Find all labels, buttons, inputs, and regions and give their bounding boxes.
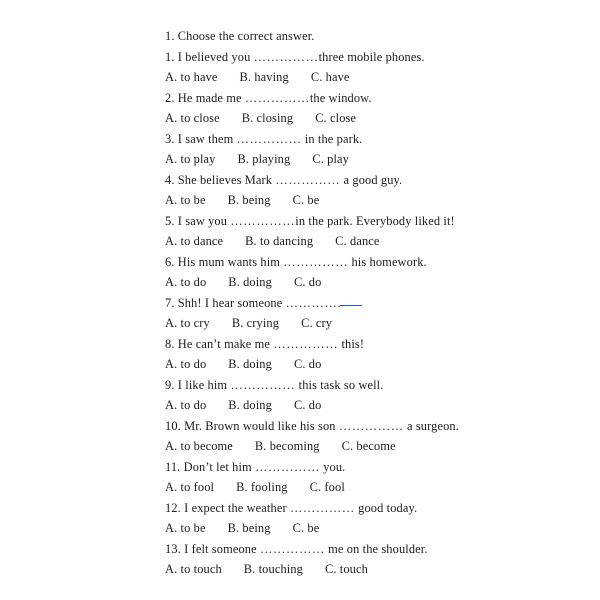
answer-option[interactable]: C. close <box>315 111 357 125</box>
question-options <box>165 559 585 580</box>
question-text-after-blank: his homework. <box>351 254 427 269</box>
answer-option[interactable]: C. do <box>293 398 322 412</box>
worksheet-body <box>165 26 585 580</box>
question-options <box>165 518 585 539</box>
answer-option[interactable]: A. to be <box>165 193 206 207</box>
question-text-before-blank: I expect the weather <box>184 500 287 515</box>
answer-option[interactable]: A. to dance <box>165 234 224 248</box>
question-text-before-blank: Don’t let him <box>183 459 252 474</box>
question-number: 5. <box>165 213 175 228</box>
question-text-before-blank: Shh! I hear someone <box>177 295 283 310</box>
question-text-after-blank: a good guy. <box>343 172 403 187</box>
answer-blank[interactable]: …………… <box>283 254 349 269</box>
answer-option[interactable]: A. to fool <box>165 480 215 494</box>
answer-option[interactable]: A. to be <box>165 521 206 535</box>
answer-option[interactable]: B. closing <box>241 111 294 125</box>
question-prompt <box>165 252 585 273</box>
answer-option[interactable]: C. fool <box>309 480 345 494</box>
question-number: 9. <box>165 377 175 392</box>
answer-option[interactable]: C. do <box>293 357 322 371</box>
question-options <box>165 395 585 416</box>
question-list <box>165 47 585 580</box>
question-text-before-blank: I felt someone <box>184 541 257 556</box>
question-text-after-blank: you. <box>323 459 346 474</box>
question-prompt <box>165 375 585 396</box>
question-text-after-blank: a surgeon. <box>407 418 459 433</box>
question-options <box>165 354 585 375</box>
question-text-before-blank: I saw them <box>177 131 234 146</box>
answer-option[interactable]: B. playing <box>237 152 291 166</box>
question-text-before-blank: Mr. Brown would like his son <box>184 418 336 433</box>
question-text-after-blank: this task so well. <box>298 377 384 392</box>
answer-option[interactable]: B. crying <box>231 316 280 330</box>
answer-option[interactable]: B. doing <box>228 357 272 371</box>
question-text-after-blank: in the park. <box>304 131 363 146</box>
question-options <box>165 313 585 334</box>
answer-blank[interactable]: …………… <box>259 541 325 556</box>
question-number: 7. <box>165 295 175 310</box>
answer-option[interactable]: B. fooling <box>236 480 288 494</box>
question-text-before-blank: I like him <box>177 377 228 392</box>
question-text-after-blank: three mobile phones. <box>318 49 425 64</box>
question-text-before-blank: I saw you <box>177 213 228 228</box>
question-number: 8. <box>165 336 175 351</box>
answer-blank[interactable]: …………… <box>253 49 319 64</box>
answer-option[interactable]: A. to do <box>165 357 207 371</box>
question-number: 11. <box>165 459 181 474</box>
question-prompt <box>165 88 585 109</box>
question-options <box>165 231 585 252</box>
answer-option[interactable]: A. to cry <box>165 316 210 330</box>
question-number: 12. <box>165 500 181 515</box>
answer-option[interactable]: B. doing <box>228 398 272 412</box>
question-options <box>165 67 585 88</box>
answer-option[interactable]: C. have <box>310 70 350 84</box>
question-options <box>165 190 585 211</box>
question-prompt <box>165 211 585 232</box>
question-prompt <box>165 293 585 314</box>
question-text-after-blank: this! <box>341 336 365 351</box>
question-text-after-blank: good today. <box>358 500 418 515</box>
question-prompt <box>165 539 585 560</box>
question-text-after-blank: me on the shoulder. <box>328 541 428 556</box>
answer-option[interactable]: C. do <box>293 275 322 289</box>
question-number: 1. <box>165 49 175 64</box>
question-number: 3. <box>165 131 175 146</box>
answer-blank[interactable]: …………… <box>230 213 296 228</box>
question-text-before-blank: He made me <box>177 90 242 105</box>
question-options <box>165 436 585 457</box>
answer-blank[interactable]: …………… <box>338 418 404 433</box>
question-options <box>165 477 585 498</box>
question-text-after-blank: the window. <box>309 90 372 105</box>
question-options <box>165 149 585 170</box>
question-text-before-blank: His mum wants him <box>177 254 281 269</box>
answer-option[interactable]: C. be <box>292 521 320 535</box>
answer-blank[interactable]: …………… <box>255 459 320 474</box>
answer-option[interactable]: B. having <box>239 70 289 84</box>
question-options <box>165 272 585 293</box>
worksheet-heading: 1. Choose the correct answer. <box>165 29 315 43</box>
answer-blank[interactable]: …………… <box>230 377 296 392</box>
question-prompt <box>165 457 585 478</box>
answer-option[interactable]: A. to close <box>165 111 220 125</box>
answer-option[interactable]: B. touching <box>243 562 303 576</box>
question-prompt <box>165 416 585 437</box>
answer-option[interactable]: A. to touch <box>165 562 222 576</box>
answer-option[interactable]: B. being <box>227 521 271 535</box>
answer-option[interactable]: C. cry <box>301 316 333 330</box>
question-number: 4. <box>165 172 175 187</box>
question-options <box>165 108 585 129</box>
answer-option[interactable]: C. dance <box>335 234 380 248</box>
answer-option[interactable]: C. become <box>341 439 396 453</box>
spellcheck-underline-icon <box>340 305 362 306</box>
answer-blank[interactable]: …………… <box>236 131 302 146</box>
question-prompt <box>165 334 585 355</box>
answer-blank[interactable]: …………… <box>275 172 341 187</box>
question-number: 10. <box>165 418 181 433</box>
answer-option[interactable]: A. to play <box>165 152 216 166</box>
answer-option[interactable]: C. be <box>292 193 320 207</box>
question-text-before-blank: I believed you <box>177 49 251 64</box>
question-number: 13. <box>165 541 181 556</box>
question-prompt <box>165 129 585 150</box>
answer-blank[interactable]: …………… <box>289 500 355 515</box>
answer-option[interactable]: B. being <box>227 193 271 207</box>
question-number: 6. <box>165 254 175 269</box>
answer-option[interactable]: B. becoming <box>254 439 320 453</box>
answer-option[interactable]: B. doing <box>228 275 272 289</box>
answer-option[interactable]: A. to do <box>165 398 207 412</box>
question-prompt <box>165 170 585 191</box>
answer-blank[interactable]: …………… <box>244 90 310 105</box>
question-prompt <box>165 47 585 68</box>
question-prompt <box>165 498 585 519</box>
answer-option[interactable]: A. to have <box>165 70 218 84</box>
answer-option[interactable]: A. to become <box>165 439 233 453</box>
question-text-before-blank: She believes Mark <box>177 172 273 187</box>
question-text-after-blank: in the park. Everybody liked it! <box>295 213 455 228</box>
answer-option[interactable]: C. touch <box>324 562 368 576</box>
answer-blank[interactable]: …………… <box>273 336 339 351</box>
answer-option[interactable]: A. to do <box>165 275 207 289</box>
answer-option[interactable]: B. to dancing <box>245 234 314 248</box>
question-text-before-blank: He can’t make me <box>177 336 271 351</box>
question-number: 2. <box>165 90 175 105</box>
answer-option[interactable]: C. play <box>312 152 349 166</box>
answer-blank[interactable]: …………. <box>285 295 342 310</box>
